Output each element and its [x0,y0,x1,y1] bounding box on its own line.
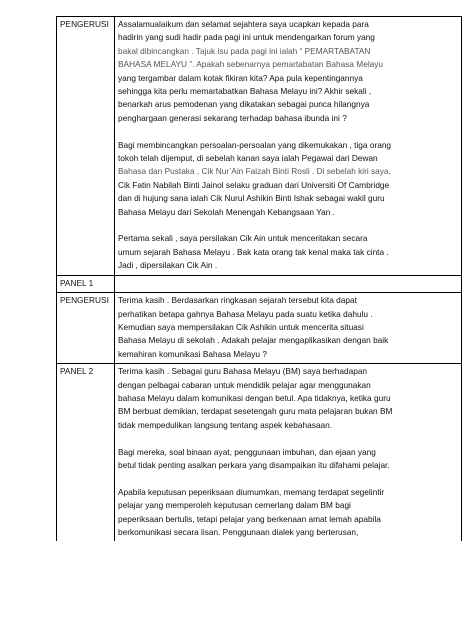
speech-line: perhatikan betapa gahnya Bahasa Melayu pada suatu ketika dahulu . [118,308,373,319]
speech-line: Terima kasih . Berdasarkan ringkasan sejarah tersebut kita dapat [118,295,357,306]
script-row [57,364,462,542]
speech-line: bakal dibincangkan . Tajuk isu pada pagi ini ialah “ PEMARTABATAN [118,45,371,56]
speech-line: Bahasa Melayu di sekolah . Adakah pelajar mengaplikasikan dengan baik [118,335,389,346]
speech-line: tidak mempedulikan langsung tentang aspek kebahasaan. [118,419,333,430]
speech-line: dengan pelbagai cabaran untuk mendidik pelajar agar menggunakan [118,379,371,390]
speech-line: BAHASA MELAYU ”. Apakah sebenarnya pemartabatan Bahasa Melayu [118,59,384,70]
speech-line: Pertama sekali , saya persilakan Cik Ain untuk menceritakan secara [118,233,368,244]
paragraph-gap [118,219,458,232]
speech-line: peperiksaan bertulis, tetapi pelajar yang berkenaan amat lemah apabila [118,513,381,524]
speech-line: Bagi membincangkan persoalan-persoalan yang dikemukakan , tiga orang [118,139,392,150]
speech-line: Terima kasih . Sebagai guru Bahasa Melayu (BM) saya berhadapan [118,366,368,377]
script-row [57,275,462,292]
speech-line: penghargaan generasi sekarang terhadap bahasa ibunda ini ? [118,112,347,123]
speech-line: hadirin yang sudi hadir pada pagi ini untuk mendengarkan forum yang [118,32,375,43]
speech-line: kemahiran komunikasi Bahasa Melayu ? [118,348,267,359]
forum-script-body [57,17,462,542]
speech-line: benarkah arus pemodenan yang dikatakan sebagai punca hilangnya [118,99,370,110]
speech-line: yang tergambar dalam kotak fikiran kita? Apa pula kepentingannya [118,72,363,83]
speech-line: pelajar yang memperoleh keputusan cemerlang dalam BM bagi [118,500,351,511]
speech-line: BM berbuat demikian, terdapat sesetengah guru mata pelajaran bukan BM [118,406,393,417]
script-row [57,293,462,364]
paragraph-gap [118,432,458,445]
speech-line: sehingga kita perlu memartabatkan Bahasa Melayu ini? Akhir sekali , [118,86,372,97]
speech-line: Bagi mereka, soal binaan ayat, penggunaan imbuhan, dan ejaan yang [118,446,376,457]
speech-line: umum sejarah Bahasa Melayu . Bak kata orang tak kenal maka tak cinta . [118,246,389,257]
forum-script-table [56,16,462,541]
speech-line: berkomunikasi secara lisan. Penggunaan dialek yang berterusan, [118,526,359,537]
speech-line: Bahasa Melayu dari Sekolah Menengah Kebangsaan Yan . [118,206,335,217]
speech-line: tokoh telah dijemput, di sebelah kanan saya ialah Pegawai dari Dewan [118,153,378,164]
speech-line: Kemudian saya mempersilakan Cik Ashikin untuk mencerita situasi [118,321,364,332]
speech-text [115,275,462,292]
speech-line: Jadi , dipersilakan Cik Ain . [118,260,218,271]
speech-line: betul tidak penting asalkan perkara yang disampaikan itu difahami pelajar. [118,459,390,470]
paragraph-gap [118,125,458,138]
speech-line: Cik Fatin Nabilah Binti Jainol selaku graduan dari Universiti Of Cambridge [118,179,390,190]
speech-line: Assalamualaikum dan selamat sejahtera saya ucapkan kepada para [118,19,369,29]
paragraph-gap [118,472,458,485]
speaker-label: PENGERUSI [57,17,115,276]
speech-line: Apabila keputusan peperiksaan diumumkan, memang terdapat segelintir [118,486,385,497]
speech-line: dan di hujung sana ialah Cik Nurul Ashikin Binti Ishak sebagai wakil guru [118,193,385,204]
speech-text [115,293,462,364]
speech-line: Bahasa dan Pustaka , Cik Nur’Ain Faizah Binti Rosli . Di sebelah kiri saya, [118,166,391,177]
script-row [57,17,462,276]
speech-text [115,17,462,276]
speaker-label: PANEL 1 [57,275,115,292]
speech-text [115,364,462,542]
speaker-label: PANEL 2 [57,364,115,542]
speech-line: bahasa Melayu dalam komunikasi dengan betul. Apa tidaknya, ketika guru [118,392,391,403]
speaker-label: PENGERUSI [57,293,115,364]
